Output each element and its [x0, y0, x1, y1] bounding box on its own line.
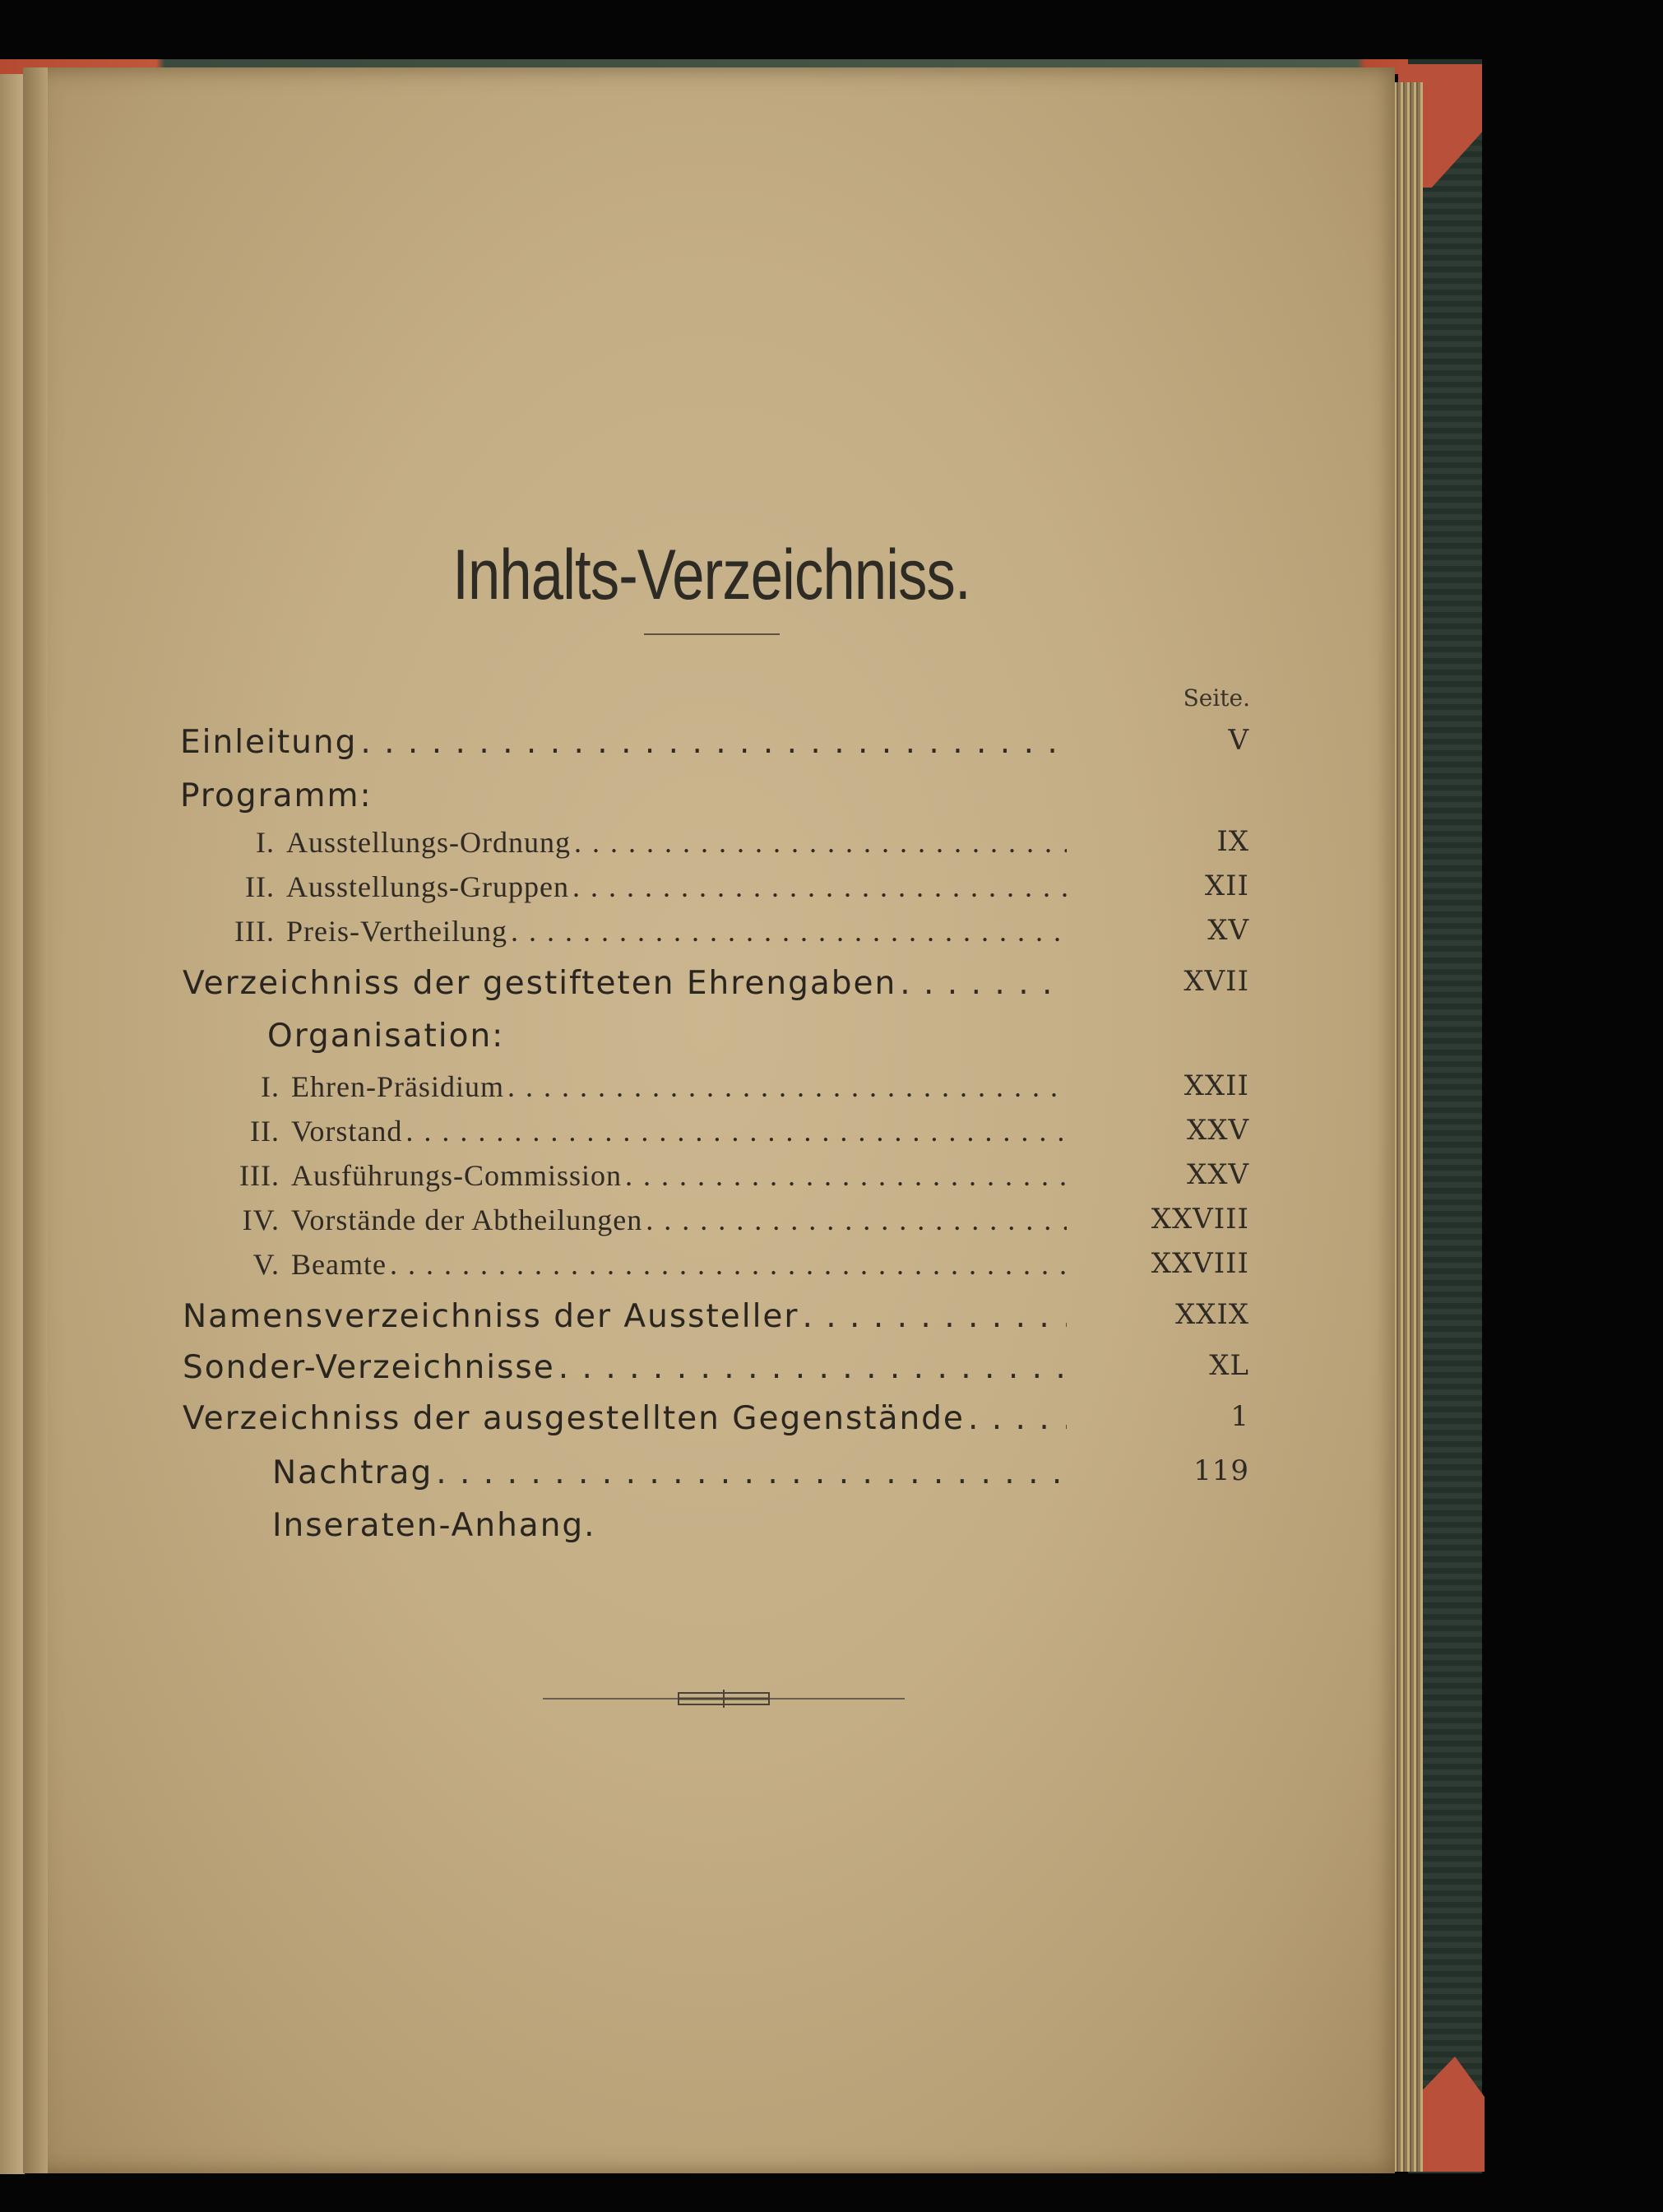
dot-leader: [405, 1114, 1067, 1148]
toc-entry-number: III.: [239, 1159, 280, 1192]
toc-entry: [220, 1158, 1249, 1199]
dot-leader: [646, 1203, 1067, 1237]
toc-entry-number: IV.: [242, 1203, 280, 1236]
toc-entry: [180, 724, 1249, 765]
toc-entry: [183, 1400, 1249, 1441]
toc-entry-label: Ausstellungs-Ordnung: [286, 826, 571, 859]
toc-entry-label: Inseraten-Anhang.: [272, 1507, 596, 1544]
closing-ornament: [543, 1686, 905, 1711]
toc-section-heading: Organisation:: [267, 1018, 505, 1055]
dot-leader: [390, 1247, 1067, 1282]
toc-entry-label: Sonder-Verzeichnisse: [183, 1349, 555, 1386]
toc-entry-label: Nachtrag: [272, 1454, 433, 1491]
page-title: Inhalts-Verzeichniss.: [452, 536, 970, 614]
toc-entry-number: II.: [245, 870, 275, 903]
toc-entry-number: I.: [261, 1070, 280, 1103]
toc-entry-page: XII: [1204, 869, 1249, 902]
toc-entry-label: Vorstände der Abtheilungen: [291, 1203, 643, 1236]
toc-entry: [215, 914, 1249, 955]
dot-leader: [968, 1400, 1067, 1437]
toc-entry: [220, 1247, 1249, 1288]
dot-leader: [574, 825, 1067, 860]
page-edges: [1392, 82, 1423, 2172]
dot-leader: [558, 1349, 1067, 1386]
toc-entry-page: XXIX: [1174, 1298, 1249, 1331]
dot-leader: [436, 1454, 1067, 1491]
toc-entry-page: V: [1228, 724, 1249, 757]
toc-entry-page: XXVIII: [1151, 1203, 1249, 1236]
page-gutter: [23, 67, 48, 2173]
toc-entry-number: II.: [250, 1115, 280, 1148]
toc-entry-page: 119: [1193, 1454, 1249, 1487]
toc-entry-label: Verzeichniss der ausgestellten Gegenstände: [183, 1400, 965, 1437]
previous-page-edge: [0, 72, 25, 2174]
toc-entry-label: Ausführungs-Commission: [291, 1159, 623, 1192]
toc-entry: [215, 825, 1249, 866]
toc-entry-page: XV: [1207, 914, 1249, 947]
toc-entry-page: XXV: [1187, 1114, 1249, 1147]
toc-entry: [183, 965, 1249, 1006]
toc-entry-label: Beamte: [291, 1248, 387, 1281]
dot-leader: [572, 869, 1067, 904]
toc-entry-number: V.: [252, 1248, 280, 1281]
toc-entry-page: XVII: [1184, 965, 1249, 998]
toc-entry-page: XXV: [1187, 1158, 1249, 1191]
title-rule: [644, 633, 780, 635]
toc-entry-number: I.: [256, 826, 275, 859]
toc-entry-label: Vorstand: [291, 1115, 403, 1148]
toc-entry-number: III.: [234, 915, 275, 948]
toc-section-heading: Programm:: [180, 777, 373, 814]
toc-entry-page: XXII: [1184, 1069, 1249, 1102]
dot-leader: [507, 1069, 1067, 1104]
toc-entry-page: XL: [1209, 1349, 1249, 1382]
toc-entry: [220, 1069, 1249, 1111]
dot-leader: [802, 1298, 1067, 1335]
toc-entry-page: 1: [1230, 1400, 1249, 1433]
toc-entry: [272, 1454, 1249, 1496]
toc-entry: [220, 1203, 1249, 1244]
toc-entry-page: IX: [1216, 825, 1249, 858]
page-column-header: Seite.: [1183, 684, 1250, 712]
toc-entry-label: Verzeichniss der gestifteten Ehrengaben: [183, 965, 897, 1002]
dot-leader: [511, 914, 1067, 948]
toc-entry-label: Preis-Vertheilung: [286, 915, 507, 948]
toc-entry: [220, 1114, 1249, 1155]
toc-entry-label: Ausstellungs-Gruppen: [286, 870, 569, 903]
toc-entry: [183, 1298, 1249, 1339]
dot-leader: [900, 965, 1067, 1002]
toc-entry-page: XXVIII: [1151, 1247, 1249, 1280]
dot-leader: [360, 724, 1067, 761]
toc-entry-label: Namensverzeichniss der Aussteller: [183, 1298, 799, 1335]
toc-entry-label: Ehren-Präsidium: [291, 1070, 504, 1103]
toc-entry: [215, 869, 1249, 911]
toc-entry-label: Einleitung: [180, 724, 358, 761]
toc-entry: [183, 1349, 1249, 1390]
dot-leader: [625, 1158, 1067, 1193]
